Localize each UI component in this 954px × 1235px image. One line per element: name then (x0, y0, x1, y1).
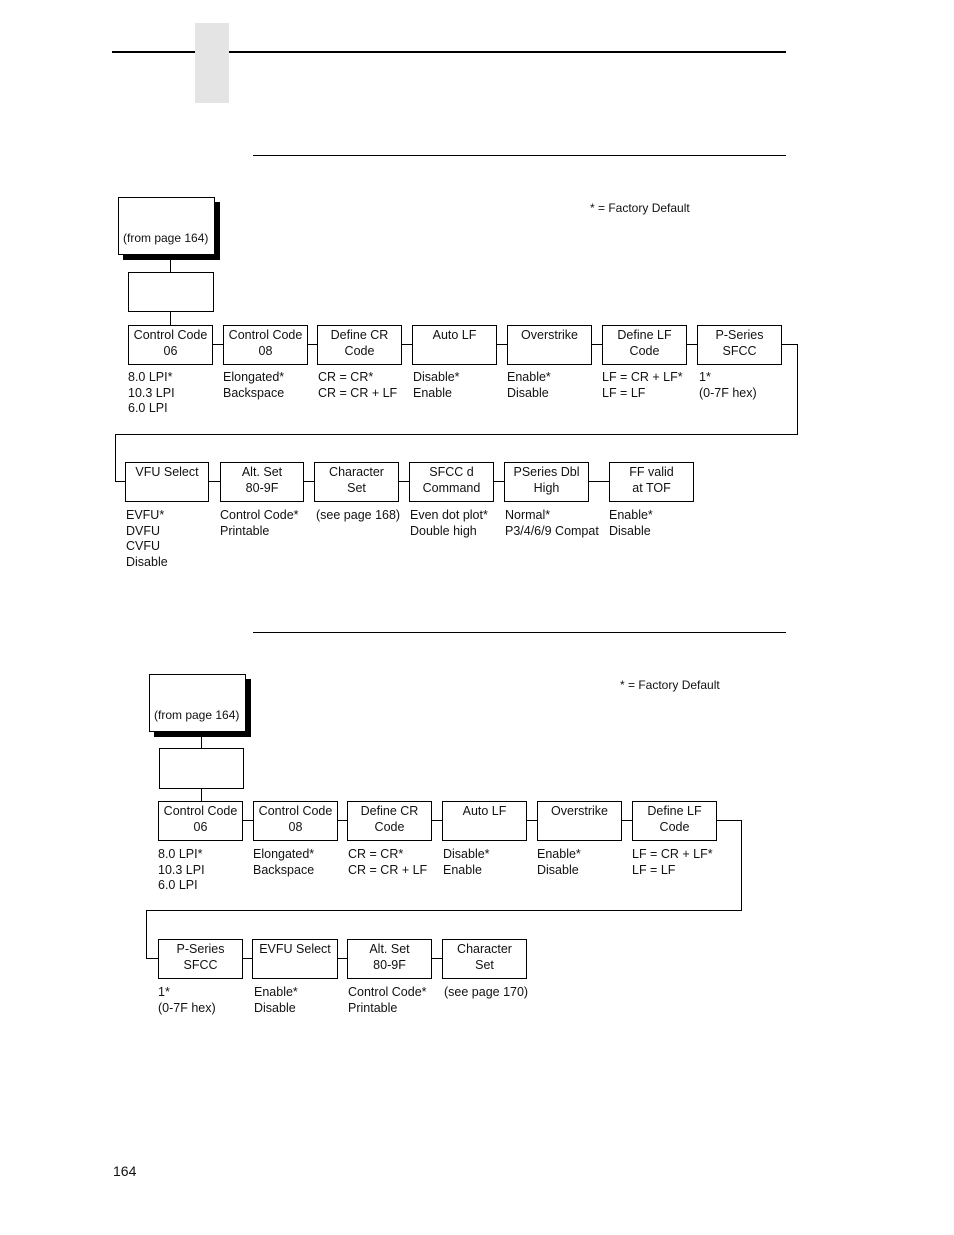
menu-evfu-select: EVFU Select (252, 939, 338, 979)
menu-auto-lf: Auto LF (412, 325, 497, 365)
menu-alt-set-80-9f: Alt. Set 80-9F (220, 462, 304, 502)
menu-control-code-06: Control Code 06 (158, 801, 243, 841)
menu-pseries-dbl-high: PSeries Dbl High (504, 462, 589, 502)
options-vfu-select: EVFU* DVFU CVFU Disable (126, 508, 168, 569)
menu-control-code-08: Control Code 08 (253, 801, 338, 841)
wrap-connector (115, 434, 116, 482)
menu-vfu-select: VFU Select (125, 462, 209, 502)
factory-default-note: * = Factory Default (620, 678, 720, 692)
menu-overstrike: Overstrike (537, 801, 622, 841)
options-alt-set-80-9f: Control Code* Printable (348, 985, 427, 1015)
options-define-cr-code: CR = CR* CR = CR + LF (318, 370, 398, 400)
connector (201, 789, 202, 801)
wrap-connector (115, 481, 125, 482)
chapter-tab (195, 23, 229, 103)
connector (170, 312, 171, 325)
wrap-connector (797, 344, 798, 434)
menu-define-cr-code: Define CR Code (317, 325, 402, 365)
options-auto-lf: Disable* Enable (413, 370, 460, 400)
entry-label: (from page 164) (154, 708, 240, 722)
menu-alt-set-80-9f: Alt. Set 80-9F (347, 939, 432, 979)
options-control-code-06: 8.0 LPI* 10.3 LPI 6.0 LPI (128, 370, 175, 416)
entry-menu-box (118, 197, 215, 255)
menu-overstrike: Overstrike (507, 325, 592, 365)
options-define-cr-code: CR = CR* CR = CR + LF (348, 847, 428, 877)
options-p-series-sfcc: 1* (0-7F hex) (158, 985, 216, 1015)
options-define-lf-code: LF = CR + LF* LF = LF (632, 847, 713, 877)
options-pseries-dbl-high: Normal* P3/4/6/9 Compat (505, 508, 599, 538)
connector (201, 737, 202, 748)
options-alt-set-80-9f: Control Code* Printable (220, 508, 299, 538)
wrap-connector (115, 434, 798, 435)
section-rule (253, 632, 786, 633)
menu-p-series-sfcc: P-Series SFCC (158, 939, 243, 979)
menu-define-lf-code: Define LF Code (632, 801, 717, 841)
menu-define-cr-code: Define CR Code (347, 801, 432, 841)
options-evfu-select: Enable* Disable (254, 985, 298, 1015)
page-number: 164 (113, 1163, 137, 1179)
connector (170, 260, 171, 272)
wrap-connector (146, 910, 147, 958)
options-overstrike: Enable* Disable (537, 847, 581, 877)
options-overstrike: Enable* Disable (507, 370, 551, 400)
submenu-box (128, 272, 214, 312)
wrap-connector (741, 820, 742, 910)
wrap-connector (146, 910, 742, 911)
options-define-lf-code: LF = CR + LF* LF = LF (602, 370, 683, 400)
options-sfcc-d-command: Even dot plot* Double high (410, 508, 488, 538)
menu-sfcc-d-command: SFCC d Command (409, 462, 494, 502)
menu-p-series-sfcc: P-Series SFCC (697, 325, 782, 365)
options-control-code-08: Elongated* Backspace (223, 370, 285, 400)
wrap-connector (146, 958, 158, 959)
options-character-set: (see page 170) (444, 985, 529, 999)
section-rule (253, 155, 786, 156)
menu-control-code-08: Control Code 08 (223, 325, 308, 365)
options-character-set: (see page 168) (316, 508, 401, 522)
menu-auto-lf: Auto LF (442, 801, 527, 841)
factory-default-note: * = Factory Default (590, 201, 690, 215)
options-control-code-08: Elongated* Backspace (253, 847, 315, 877)
options-ff-valid-at-tof: Enable* Disable (609, 508, 653, 538)
menu-ff-valid-at-tof: FF valid at TOF (609, 462, 694, 502)
submenu-box (159, 748, 244, 789)
options-control-code-06: 8.0 LPI* 10.3 LPI 6.0 LPI (158, 847, 205, 893)
menu-character-set: Character Set (442, 939, 527, 979)
entry-menu-box (149, 674, 246, 732)
entry-label: (from page 164) (123, 231, 209, 245)
menu-control-code-06: Control Code 06 (128, 325, 213, 365)
menu-character-set: Character Set (314, 462, 399, 502)
menu-define-lf-code: Define LF Code (602, 325, 687, 365)
options-auto-lf: Disable* Enable (443, 847, 490, 877)
options-p-series-sfcc: 1* (0-7F hex) (699, 370, 757, 400)
